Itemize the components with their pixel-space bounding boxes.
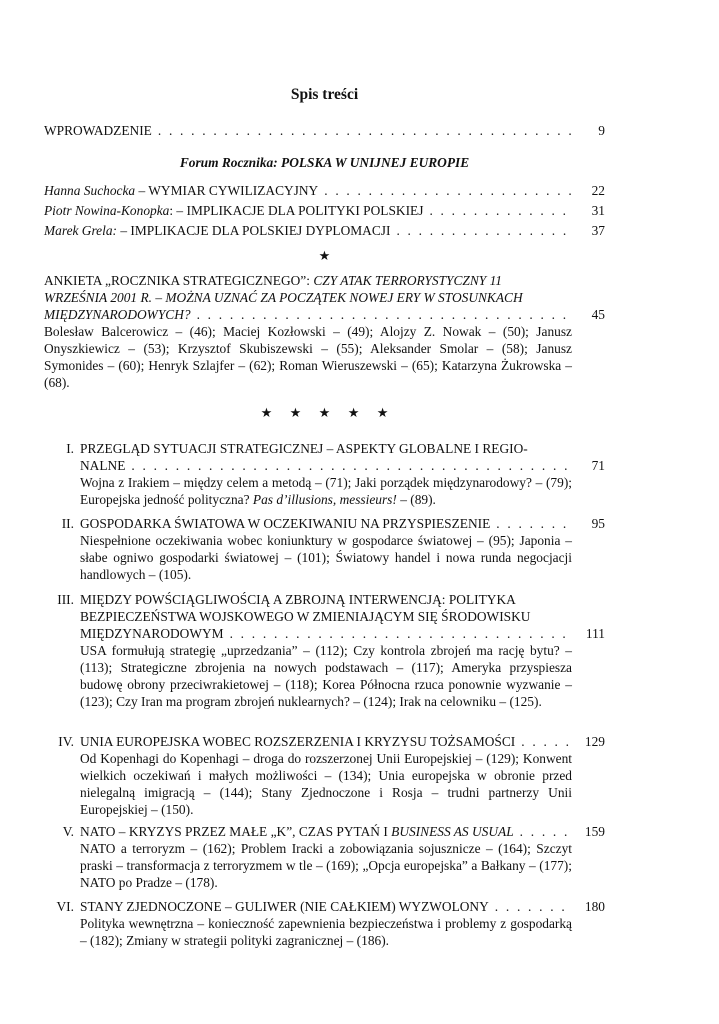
survey-question-1: CZY ATAK TERRORYSTYCZNY 11: [313, 273, 502, 288]
chapter-subsections: NATO a terroryzm – (162); Problem Iracki a zobowiązania sojusznicze – (164); Szczyt praski – transformacja z terroryzmem w tle – (169); „Opcja europejska” a Bałkany – (177); NATO po Pradze – (178).: [80, 841, 572, 890]
dot-leader: [429, 202, 573, 219]
chapter-title: UNIA EUROPEJSKA WOBEC ROZSZERZENIA I KRYZYSU TOŻSAMOŚCI: [80, 734, 516, 749]
page-number: 95: [591, 516, 605, 531]
star-icon: ★: [289, 405, 302, 420]
star-divider-icon: ★: [318, 248, 331, 263]
page-number: 9: [598, 123, 605, 138]
survey-question-2: WRZEŚNIA 2001 R. – MOŻNA UZNAĆ ZA POCZĄTEK NOWEJ ERY W STOSUNKACH: [44, 290, 523, 305]
chapter-title: NATO – KRYZYS PRZEZ MAŁE „K”, CZAS PYTAŃ I: [80, 824, 392, 839]
page-number: 31: [591, 203, 605, 218]
dot-leader: [230, 625, 573, 642]
chapter-title-continued: MIĘDZYNARODOWYM: [80, 626, 224, 641]
chapter-title: MIĘDZY POWŚCIĄGLIWOŚCIĄ A ZBROJNĄ INTERWENCJĄ: POLITYKA: [80, 592, 516, 607]
toc-entry-forum-3[interactable]: [44, 222, 605, 239]
chapter-subsections: Od Kopenhagi do Kopenhagi – droga do rozszerzonej Unii Europejskiej – (129); Konwent wielkich oczekiwań i małych możliwości – (134); Unia europejska w obronie przed nielegalną imigracją – (144); Stany Zjednoczone i Rosja – trudni partnerzy Unii Europejskiej – (150).: [80, 751, 572, 817]
dot-leader: [496, 515, 573, 532]
chapter-title-italic: BUSINESS AS USUAL: [391, 824, 514, 839]
dot-leader: [520, 823, 573, 840]
chapter-subsections: Niespełnione oczekiwania wobec koniunktury w gospodarce światowej – (95); Japonia – słabe ogniwo gospodarki światowej – (101); Światowy handel i nowa runda negocjacji handlowych – (105).: [80, 533, 572, 582]
survey-respondents: Bolesław Balcerowicz – (46); Maciej Kozłowski – (49); Alojzy Z. Nowak – (50); Janusz Onyszkiewicz – (53); Krzysztof Skubiszewski – (55); Aleksander Smolar – (58); Janusz Symonides – (60); Henryk Szlajfer – (62); Roman Wieruszewski – (65); Katarzyna Żukrowska – (68).: [44, 324, 572, 390]
star-icon: ★: [260, 405, 273, 420]
page-number: 180: [584, 899, 605, 914]
page-number: 22: [591, 183, 605, 198]
entry-title: WYMIAR CYWILIZACYJNY: [148, 183, 319, 198]
toc-entry-forum-2[interactable]: [44, 202, 605, 219]
chapter-number: I.: [66, 441, 74, 456]
stars-divider: [44, 404, 605, 421]
page-number: 159: [584, 824, 605, 839]
dot-leader: [396, 222, 573, 239]
chapter-title: PRZEGLĄD SYTUACJI STRATEGICZNEJ – ASPEKTY GLOBALNE I REGIO-: [80, 441, 528, 456]
chapter-title: GOSPODARKA ŚWIATOWA W OCZEKIWANIU NA PRZYSPIESZENIE: [80, 516, 491, 531]
survey-question-3: MIĘDZYNARODOWYCH?: [44, 307, 191, 322]
page-number: 37: [591, 223, 605, 238]
chapter-subsections: Polityka wewnętrzna – konieczność zapewnienia bezpieczeństwa i problemy z gospodarką – (182); Zmiany w strategii polityki zagranicznej – (186).: [80, 916, 572, 948]
chapter-number: IV.: [58, 734, 74, 749]
forum-heading: Forum Rocznika: POLSKA W UNIJNEJ EUROPIE: [179, 155, 470, 170]
toc-entry-survey[interactable]: [44, 272, 605, 391]
dot-leader: [521, 733, 573, 750]
entry-title: IMPLIKACJE DLA POLSKIEJ DYPLOMACJI: [130, 223, 391, 238]
chapter-number: III.: [57, 592, 74, 607]
author: Marek Grela:: [44, 223, 118, 238]
chapter-title: STANY ZJEDNOCZONE – GULIWER (NIE CAŁKIEM) WYZWOLONY: [80, 899, 489, 914]
separator: : –: [169, 203, 187, 218]
chapter-title-continued: BEZPIECZEŃSTWA WOJSKOWEGO W ZMIENIAJĄCYM SIĘ ŚRODOWISKU: [80, 609, 531, 624]
toc-entry-label: WPROWADZENIE: [44, 123, 152, 138]
star-icon: ★: [318, 405, 331, 420]
chapter-number: VI.: [56, 899, 74, 914]
chapter-number: V.: [62, 824, 74, 839]
author: Piotr Nowina-Konopka: [44, 203, 170, 218]
page-title: Spis treści: [290, 86, 359, 103]
chapter-number: II.: [61, 516, 74, 531]
toc-entry-forum-1[interactable]: [44, 182, 605, 199]
author: Hanna Suchocka: [44, 183, 136, 198]
dot-leader: [131, 457, 573, 474]
page-number: 45: [591, 307, 605, 322]
toc-entry-intro[interactable]: [44, 122, 605, 139]
chapter-title-continued: NALNE: [80, 458, 126, 473]
chapter-subsections: Wojna z Irakiem – między celem a metodą – (71); Jaki porządek międzynarodowy? – (79); Europejska jedność polityczna? Pas d’illusions, messieurs! – (89).: [80, 475, 572, 507]
dot-leader: [324, 182, 573, 199]
separator: –: [117, 223, 131, 238]
dot-leader: [495, 898, 573, 915]
page-number: 129: [584, 734, 605, 749]
dot-leader: [158, 122, 573, 139]
survey-lead: ANKIETA „ROCZNIKA STRATEGICZNEGO”:: [44, 273, 314, 288]
separator: –: [135, 183, 149, 198]
page-number: 111: [585, 626, 605, 641]
entry-title: IMPLIKACJE DLA POLITYKI POLSKIEJ: [186, 203, 424, 218]
page-number: 71: [591, 458, 605, 473]
star-icon: ★: [347, 405, 360, 420]
chapter-subsections: USA formułują strategię „uprzedzania” – (112); Czy kontrola zbrojeń ma rację bytu? – (113); Strategiczne zbrojenia na nowych podstawach – (117); Ameryka przyspiesza budowę obrony przeciwrakietowej – (118); Korea Północna rzuca ponownie wyzwanie – (123); Czy Iran ma program zbrojeń nuklearnych? – (124); Irak na celowniku – (125).: [80, 643, 572, 709]
dot-leader: [197, 306, 573, 323]
star-icon: ★: [376, 405, 389, 420]
